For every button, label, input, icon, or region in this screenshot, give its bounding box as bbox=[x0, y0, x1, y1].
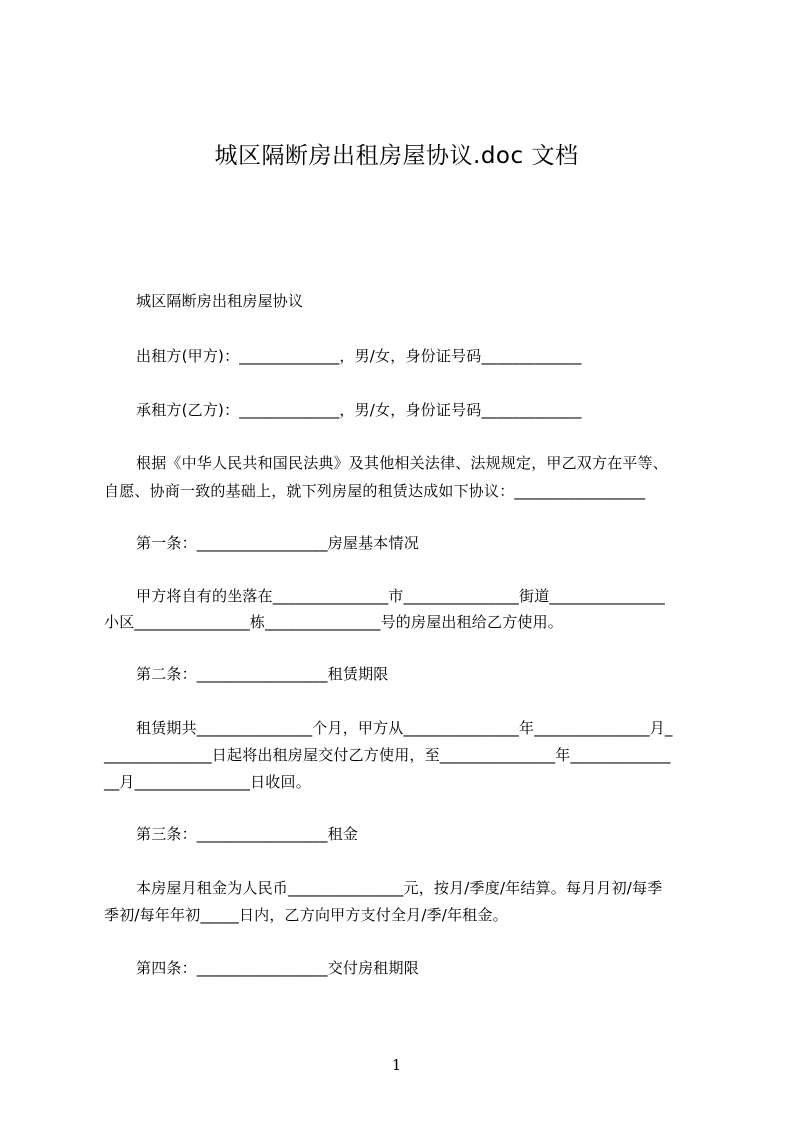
article-4-heading: 第四条：_________________交付房租期限 bbox=[136, 959, 419, 977]
lessee-line: 承租方(乙方)：_____________，男/女，身份证号码_____________ bbox=[136, 401, 582, 419]
article-3-text-1: 本房屋月租金为人民币_______________元，按月/季度/年结算。每月月初/每季 bbox=[136, 879, 663, 897]
article-2-text-3: __月_______________日收回。 bbox=[104, 773, 311, 791]
article-1-text-1: 甲方将自有的坐落在_______________市_______________街道_______________ bbox=[136, 587, 665, 605]
article-1-text-2: 小区_______________栋_______________号的房屋出租给乙方使用。 bbox=[104, 613, 564, 631]
article-3-text-2: 季初/每年年初_____日内，乙方向甲方支付全月/季/年租金。 bbox=[104, 906, 508, 924]
preamble-line-1: 根据《中华人民共和国民法典》及其他相关法律、法规规定，甲乙双方在平等、 bbox=[136, 454, 669, 472]
page-title: 城区隔断房出租房屋协议.doc 文档 bbox=[214, 143, 579, 169]
article-2-heading: 第二条：_________________租赁期限 bbox=[136, 665, 389, 683]
article-1-heading: 第一条：_________________房屋基本情况 bbox=[136, 534, 419, 552]
agreement-heading: 城区隔断房出租房屋协议 bbox=[136, 292, 304, 310]
preamble-line-2: 自愿、协商一致的基础上，就下列房屋的租赁达成如下协议：_________________ bbox=[104, 482, 646, 500]
article-3-heading: 第三条：_________________租金 bbox=[136, 825, 359, 843]
lessor-line: 出租方(甲方)：_____________，男/女，身份证号码_____________ bbox=[136, 347, 582, 365]
article-2-text-1: 租赁期共_______________个月，甲方从_______________年_______________月_ bbox=[136, 719, 673, 737]
article-2-text-2: ______________日起将出租房屋交付乙方使用，至_______________年_____________ bbox=[104, 746, 671, 764]
page-number: 1 bbox=[391, 1056, 402, 1074]
